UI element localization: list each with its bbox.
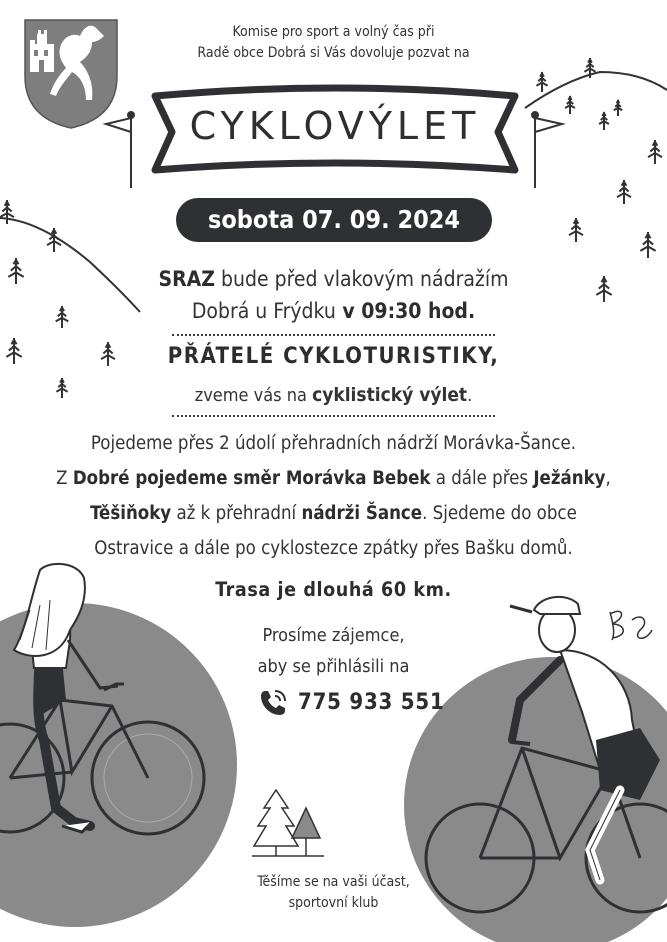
- hills-right: [525, 72, 667, 108]
- pine-tree-icon: [599, 112, 609, 130]
- meeting-word-sraz: SRAZ: [158, 267, 215, 291]
- footer-line-1: Těšíme se na vaši účast,: [257, 874, 410, 890]
- description-bold: Ježánky: [533, 468, 606, 489]
- footer-trees-icon: [252, 790, 324, 856]
- invite-bold: cyklistický výlet: [312, 384, 468, 406]
- description-line-2: [0, 461, 667, 496]
- description-text: a dále přes: [430, 468, 534, 489]
- dotted-divider-bottom: [172, 415, 495, 417]
- pine-tree-icon: [617, 180, 631, 204]
- meeting-place: vlakovým nádražím: [323, 267, 509, 291]
- invite-line: [0, 384, 667, 406]
- phone-number[interactable]: 775 933 551: [298, 690, 445, 715]
- intro-line-1: Komise pro sport a volný čas při: [232, 24, 435, 40]
- signup-line-1: Prosíme zájemce,: [262, 625, 405, 646]
- meeting-info: [0, 263, 667, 327]
- route-length: Trasa je dlouhá 60 km.: [215, 578, 452, 601]
- description-line-1: Pojedeme přes 2 údolí přehradních nádrží Morávka-Šance.: [90, 433, 577, 454]
- description-line-4: Ostravice a dále po cyklostezce zpátky přes Bašku domů.: [94, 538, 573, 559]
- description-bold: Těšiňoky: [90, 503, 172, 524]
- signup-request: [0, 620, 667, 682]
- meeting-text-1: bude před: [214, 267, 324, 291]
- pine-tree-icon: [565, 96, 575, 114]
- banner-flag-right: [532, 112, 562, 188]
- pine-tree-icon: [614, 100, 622, 116]
- friends-heading: PŘÁTELÉ CYKLOTURISTIKY,: [167, 344, 500, 369]
- intro-line-2: Radě obce Dobrá si Vás dovoluje pozvat na: [197, 45, 470, 61]
- description-line-3: [0, 496, 667, 531]
- route-description: [0, 426, 667, 566]
- invitation-intro: [0, 22, 667, 64]
- pine-tree-icon: [648, 140, 662, 164]
- meeting-time: v 09:30 hod.: [335, 299, 476, 323]
- pine-tree-icon: [640, 232, 655, 258]
- footer-line-2: sportovní klub: [288, 895, 379, 911]
- event-date: sobota 07. 09. 2024: [207, 205, 461, 234]
- footer-signoff: [0, 872, 667, 914]
- description-text: ,: [605, 468, 611, 489]
- dotted-divider-top: [172, 334, 495, 336]
- invite-post: .: [467, 385, 473, 406]
- description-text: až k přehradní: [171, 503, 302, 524]
- pine-tree-icon: [536, 72, 547, 92]
- description-text: Z: [56, 468, 73, 489]
- event-title: CYKLOVÝLET: [189, 104, 481, 148]
- meeting-town: Dobrá u Frýdku: [191, 299, 336, 323]
- invite-pre: zveme vás na: [194, 385, 313, 406]
- description-text: . Sjedeme do obce: [422, 503, 577, 524]
- pine-tree-icon: [569, 218, 583, 242]
- signup-line-2: aby se přihlásili na: [257, 656, 410, 677]
- phone-icon: [258, 688, 288, 718]
- banner-flag-left: [106, 112, 134, 188]
- description-bold: Dobré pojedeme směr Morávka Bebek: [72, 468, 431, 489]
- description-bold: nádrži Šance: [301, 503, 423, 524]
